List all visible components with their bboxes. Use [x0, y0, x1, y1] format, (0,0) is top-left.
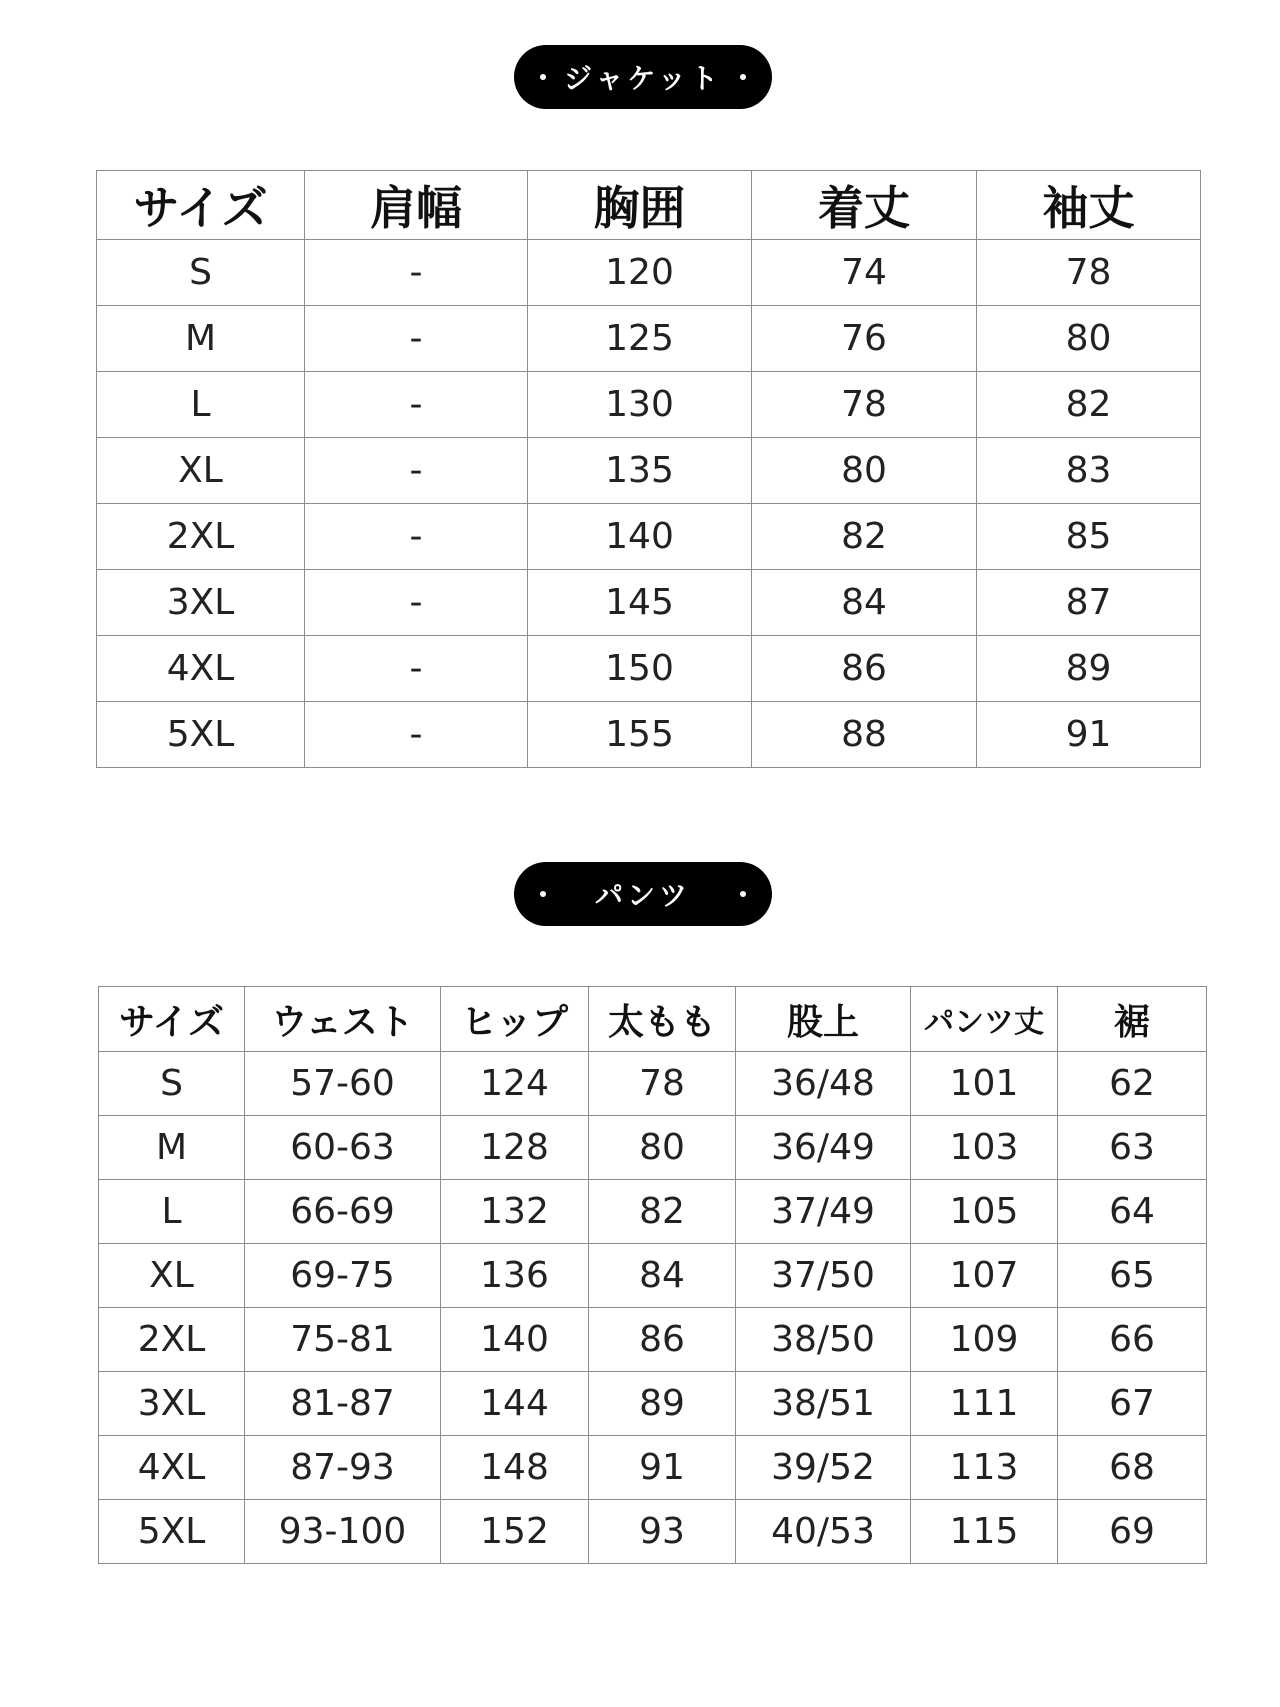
table-cell: 144 — [441, 1372, 589, 1436]
table-cell: 124 — [441, 1052, 589, 1116]
table-cell: 136 — [441, 1244, 589, 1308]
table-row — [97, 438, 1201, 504]
table-cell: S — [99, 1052, 245, 1116]
table-cell: 84 — [589, 1244, 736, 1308]
table-cell: 62 — [1058, 1052, 1207, 1116]
table-cell: M — [97, 306, 305, 372]
table-cell: 82 — [752, 504, 977, 570]
table-cell: 63 — [1058, 1116, 1207, 1180]
table-cell: 155 — [528, 702, 752, 768]
table-row — [97, 372, 1201, 438]
pants-size-table — [98, 986, 1207, 1564]
table-cell: 69 — [1058, 1500, 1207, 1564]
table-cell: 4XL — [97, 636, 305, 702]
table-row — [99, 1500, 1207, 1564]
table-cell: 152 — [441, 1500, 589, 1564]
table-row — [99, 1052, 1207, 1116]
pants-header-cell: ウェスト — [245, 987, 441, 1052]
jacket-header-cell: 袖丈 — [977, 171, 1201, 240]
table-cell: 37/49 — [736, 1180, 911, 1244]
bullet-dot-icon — [540, 74, 546, 80]
table-cell: 40/53 — [736, 1500, 911, 1564]
table-cell: 111 — [911, 1372, 1058, 1436]
jacket-header-cell: サイズ — [97, 171, 305, 240]
table-cell: 74 — [752, 240, 977, 306]
table-cell: 78 — [977, 240, 1201, 306]
table-cell: 80 — [977, 306, 1201, 372]
table-cell: L — [97, 372, 305, 438]
table-cell: 87-93 — [245, 1436, 441, 1500]
table-cell: 101 — [911, 1052, 1058, 1116]
table-row — [99, 1372, 1207, 1436]
table-cell: - — [305, 372, 528, 438]
pants-header-cell: ヒップ — [441, 987, 589, 1052]
table-cell: 93-100 — [245, 1500, 441, 1564]
table-cell: 38/51 — [736, 1372, 911, 1436]
table-cell: 80 — [589, 1116, 736, 1180]
table-cell: 75-81 — [245, 1308, 441, 1372]
table-row — [99, 1180, 1207, 1244]
table-cell: 145 — [528, 570, 752, 636]
table-cell: 140 — [528, 504, 752, 570]
table-cell: M — [99, 1116, 245, 1180]
table-cell: 148 — [441, 1436, 589, 1500]
table-cell: 78 — [589, 1052, 736, 1116]
table-row — [99, 1308, 1207, 1372]
table-cell: 109 — [911, 1308, 1058, 1372]
table-cell: - — [305, 306, 528, 372]
table-cell: 64 — [1058, 1180, 1207, 1244]
table-cell: 66-69 — [245, 1180, 441, 1244]
table-cell: 84 — [752, 570, 977, 636]
table-row — [97, 504, 1201, 570]
pants-header-row — [99, 987, 1207, 1052]
table-cell: 76 — [752, 306, 977, 372]
table-cell: 65 — [1058, 1244, 1207, 1308]
table-cell: 86 — [589, 1308, 736, 1372]
table-cell: 115 — [911, 1500, 1058, 1564]
table-cell: - — [305, 702, 528, 768]
table-cell: 88 — [752, 702, 977, 768]
pants-header-cell: 股上 — [736, 987, 911, 1052]
table-cell: 89 — [589, 1372, 736, 1436]
table-cell: 85 — [977, 504, 1201, 570]
table-cell: 150 — [528, 636, 752, 702]
table-cell: 140 — [441, 1308, 589, 1372]
table-cell: 86 — [752, 636, 977, 702]
table-row — [99, 1116, 1207, 1180]
table-cell: 93 — [589, 1500, 736, 1564]
table-cell: - — [305, 570, 528, 636]
jacket-header-row — [97, 171, 1201, 240]
table-row — [97, 570, 1201, 636]
pants-header-cell: パンツ丈 — [911, 987, 1058, 1052]
table-row — [99, 1244, 1207, 1308]
table-cell: 67 — [1058, 1372, 1207, 1436]
table-cell: - — [305, 438, 528, 504]
table-cell: 36/49 — [736, 1116, 911, 1180]
table-cell: 78 — [752, 372, 977, 438]
table-cell: 81-87 — [245, 1372, 441, 1436]
table-cell: - — [305, 504, 528, 570]
table-cell: 36/48 — [736, 1052, 911, 1116]
table-cell: L — [99, 1180, 245, 1244]
table-cell: 69-75 — [245, 1244, 441, 1308]
table-cell: 87 — [977, 570, 1201, 636]
bullet-dot-icon — [740, 891, 746, 897]
table-cell: XL — [99, 1244, 245, 1308]
table-cell: 2XL — [97, 504, 305, 570]
table-cell: 91 — [589, 1436, 736, 1500]
table-cell: 60-63 — [245, 1116, 441, 1180]
table-cell: 105 — [911, 1180, 1058, 1244]
table-row — [97, 306, 1201, 372]
table-cell: 83 — [977, 438, 1201, 504]
table-cell: 57-60 — [245, 1052, 441, 1116]
table-cell: S — [97, 240, 305, 306]
table-cell: XL — [97, 438, 305, 504]
table-cell: 5XL — [97, 702, 305, 768]
table-cell: 132 — [441, 1180, 589, 1244]
jacket-section-title: ジャケット — [563, 62, 723, 95]
table-cell: 82 — [977, 372, 1201, 438]
jacket-size-table — [96, 170, 1201, 768]
table-cell: 4XL — [99, 1436, 245, 1500]
table-cell: 3XL — [99, 1372, 245, 1436]
jacket-section-badge — [514, 45, 772, 109]
table-cell: 68 — [1058, 1436, 1207, 1500]
table-row — [97, 240, 1201, 306]
table-row — [99, 1436, 1207, 1500]
table-cell: 130 — [528, 372, 752, 438]
table-cell: 37/50 — [736, 1244, 911, 1308]
table-cell: 113 — [911, 1436, 1058, 1500]
table-row — [97, 636, 1201, 702]
pants-header-cell: 太もも — [589, 987, 736, 1052]
pants-header-cell: 裾 — [1058, 987, 1207, 1052]
table-cell: 82 — [589, 1180, 736, 1244]
table-cell: 107 — [911, 1244, 1058, 1308]
table-cell: 38/50 — [736, 1308, 911, 1372]
table-cell: 39/52 — [736, 1436, 911, 1500]
table-cell: 128 — [441, 1116, 589, 1180]
pants-section-title: パンツ — [594, 879, 691, 912]
jacket-header-cell: 着丈 — [752, 171, 977, 240]
table-cell: - — [305, 636, 528, 702]
table-cell: 80 — [752, 438, 977, 504]
bullet-dot-icon — [740, 74, 746, 80]
pants-header-cell: サイズ — [99, 987, 245, 1052]
jacket-header-cell: 肩幅 — [305, 171, 528, 240]
table-cell: 2XL — [99, 1308, 245, 1372]
table-cell: 3XL — [97, 570, 305, 636]
table-cell: 89 — [977, 636, 1201, 702]
table-cell: - — [305, 240, 528, 306]
table-row — [97, 702, 1201, 768]
table-cell: 66 — [1058, 1308, 1207, 1372]
table-cell: 120 — [528, 240, 752, 306]
jacket-header-cell: 胸囲 — [528, 171, 752, 240]
table-cell: 5XL — [99, 1500, 245, 1564]
table-cell: 125 — [528, 306, 752, 372]
table-cell: 91 — [977, 702, 1201, 768]
table-cell: 103 — [911, 1116, 1058, 1180]
pants-section-badge — [514, 862, 772, 926]
table-cell: 135 — [528, 438, 752, 504]
bullet-dot-icon — [540, 891, 546, 897]
